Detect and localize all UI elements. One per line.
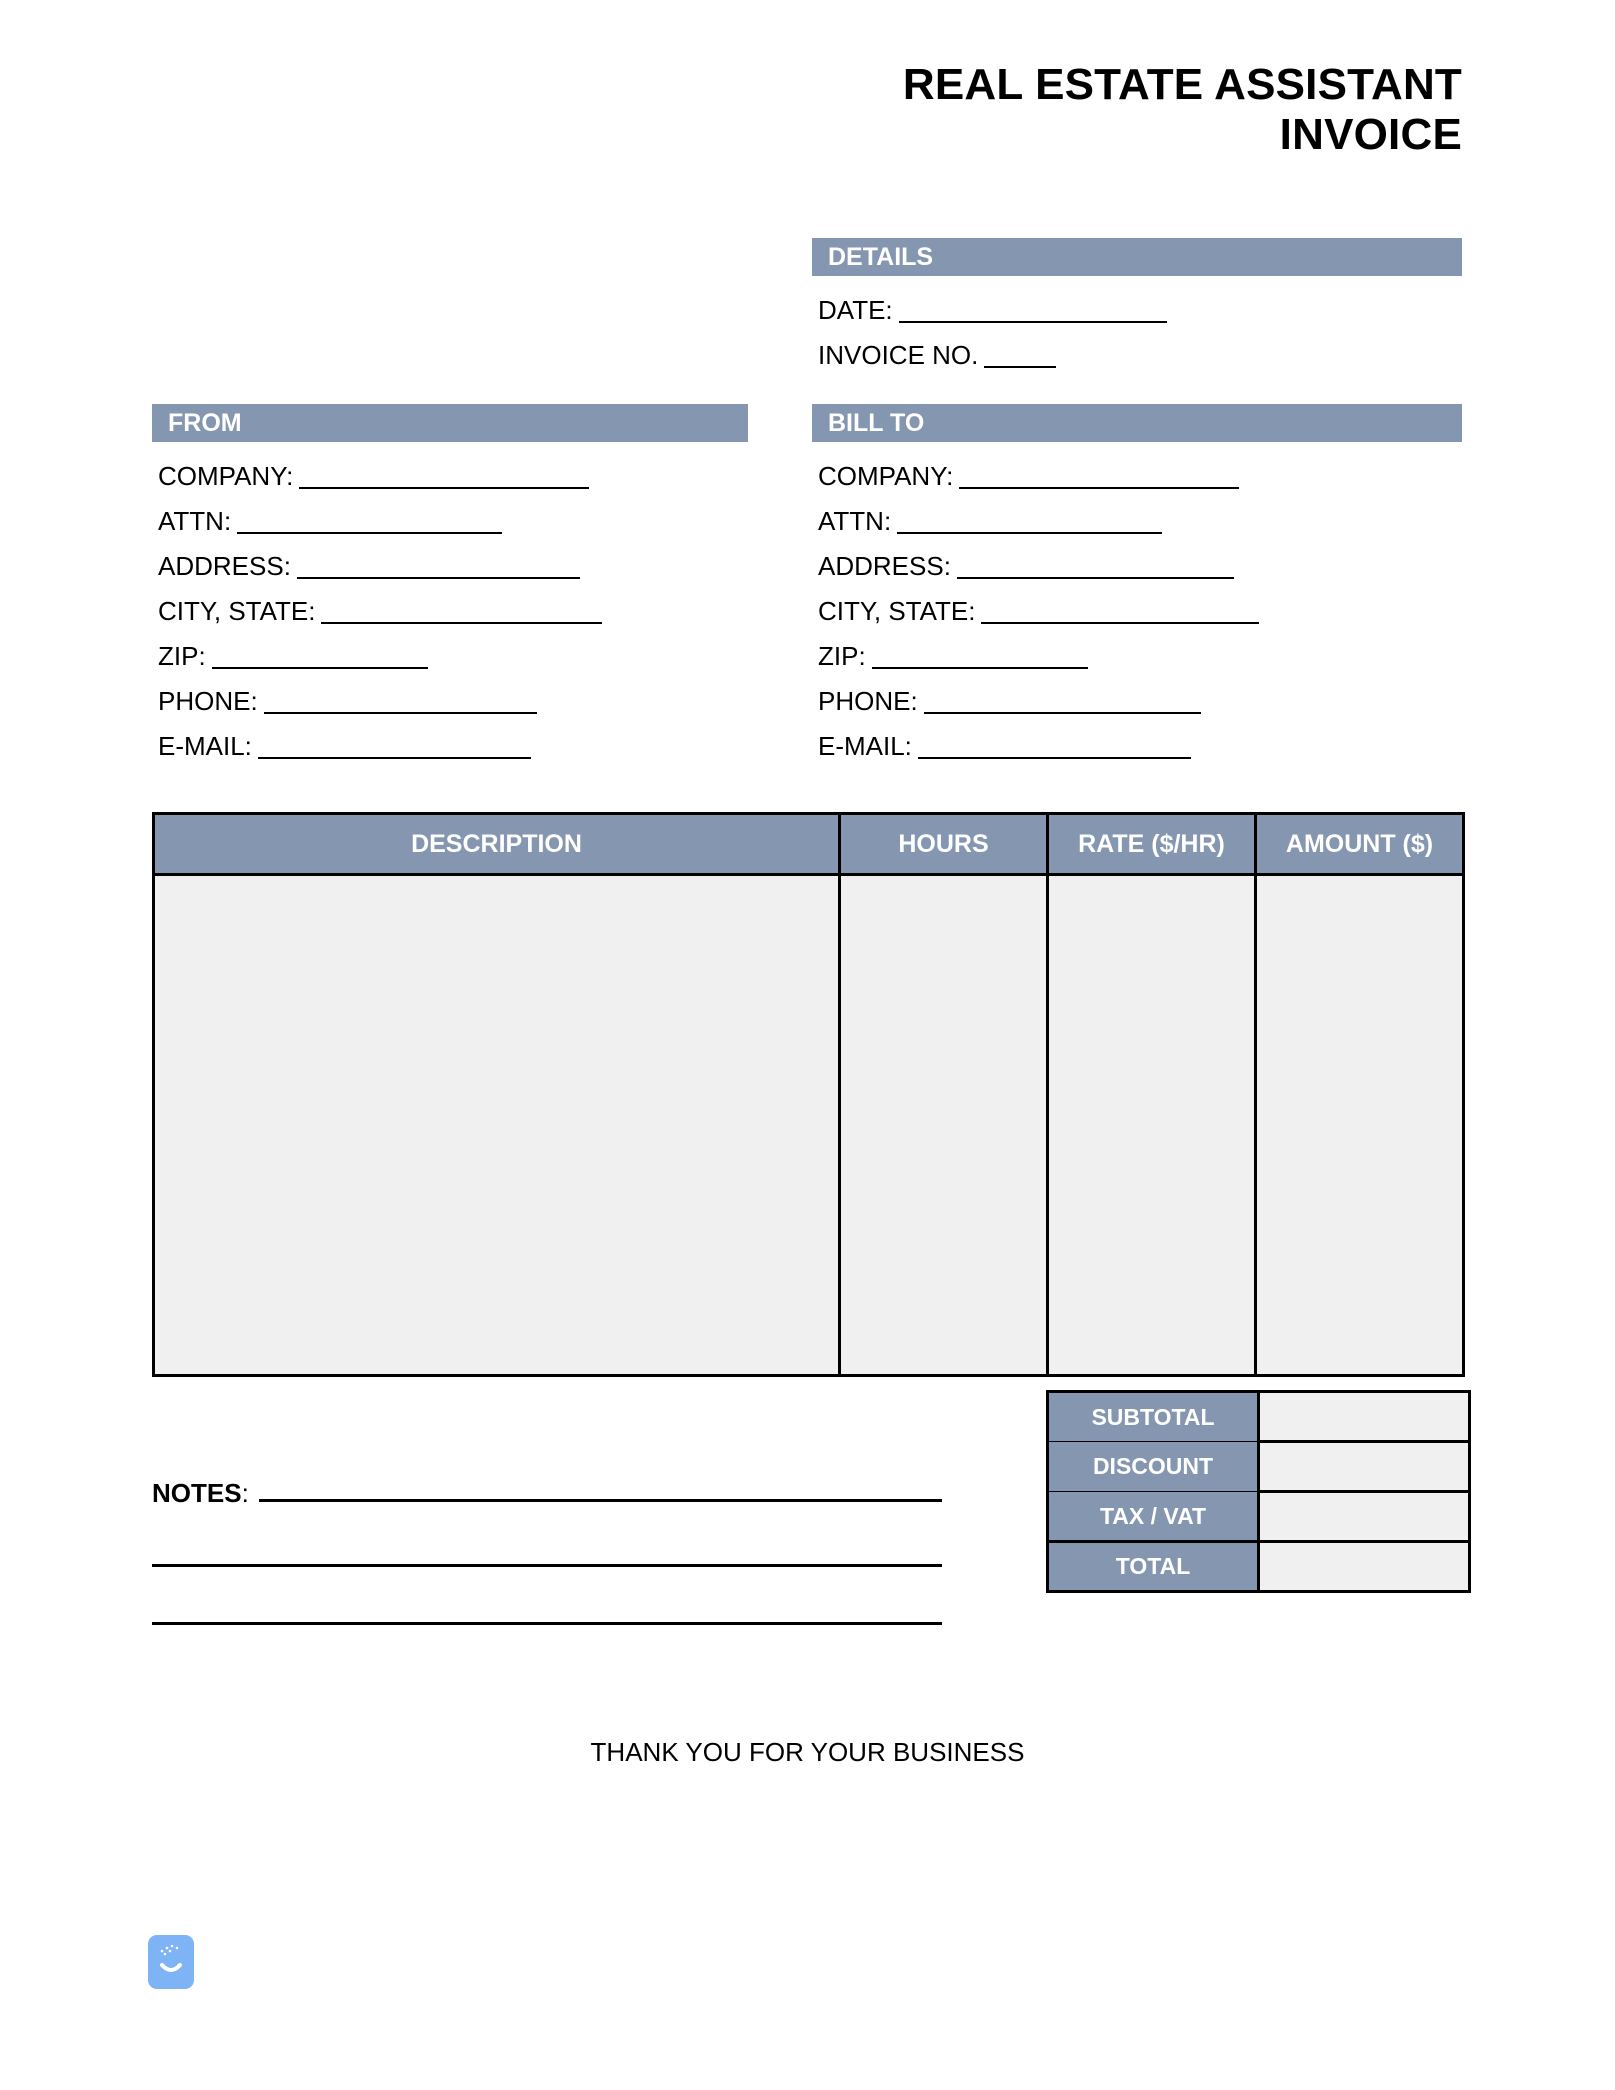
from-field-company xyxy=(158,454,602,499)
bill-to-field-email-label: E-MAIL: xyxy=(818,731,912,761)
bill-to-field-zip xyxy=(818,634,1259,679)
line-items-header-row xyxy=(154,814,1464,875)
bill-to-field-phone-label: PHONE: xyxy=(818,686,918,716)
notes-first-line xyxy=(152,1478,942,1509)
smiley-bag-logo-icon xyxy=(148,1935,194,1989)
line-items-table xyxy=(152,812,1465,1377)
bill-to-field-address-input[interactable] xyxy=(957,557,1234,579)
bill-to-field-address xyxy=(818,544,1259,589)
totals-table xyxy=(1046,1390,1471,1593)
from-field-email xyxy=(158,724,602,769)
bill-to-fields xyxy=(818,454,1259,769)
from-field-attn-input[interactable] xyxy=(237,512,502,534)
totals-label-total: TOTAL xyxy=(1048,1542,1259,1592)
totals-row-subtotal xyxy=(1048,1392,1470,1442)
field-invoice-no-input[interactable] xyxy=(984,346,1056,368)
totals-value-tax-vat[interactable] xyxy=(1259,1492,1470,1542)
rate-entry-cell[interactable] xyxy=(1048,875,1256,1376)
hours-entry-cell[interactable] xyxy=(840,875,1048,1376)
bill-to-field-phone xyxy=(818,679,1259,724)
from-field-phone-input[interactable] xyxy=(264,692,537,714)
details-heading: DETAILS xyxy=(828,243,934,271)
totals-row-total xyxy=(1048,1542,1470,1592)
title-line-1: REAL ESTATE ASSISTANT xyxy=(902,60,1462,109)
column-header-description: DESCRIPTION xyxy=(154,814,840,875)
bill-to-field-company xyxy=(818,454,1259,499)
from-field-zip-label: ZIP: xyxy=(158,641,206,671)
from-field-city-state-label: CITY, STATE: xyxy=(158,596,316,626)
totals-row-discount xyxy=(1048,1442,1470,1492)
bill-to-field-city-state xyxy=(818,589,1259,634)
field-date xyxy=(818,288,1167,333)
bill-to-field-email xyxy=(818,724,1259,769)
from-field-city-state xyxy=(158,589,602,634)
bill-to-field-city-state-input[interactable] xyxy=(981,602,1259,624)
totals-label-discount: DISCOUNT xyxy=(1048,1442,1259,1492)
from-header-bar xyxy=(152,404,748,442)
from-field-phone xyxy=(158,679,602,724)
from-fields xyxy=(158,454,602,769)
column-header-amount: AMOUNT ($) xyxy=(1256,814,1464,875)
notes-input-line-1[interactable] xyxy=(259,1479,942,1502)
notes-input-line-3[interactable] xyxy=(152,1567,942,1625)
notes-section xyxy=(152,1478,942,1625)
field-date-label: DATE: xyxy=(818,295,893,325)
notes-colon: : xyxy=(241,1478,249,1508)
from-field-address xyxy=(158,544,602,589)
bill-to-field-company-input[interactable] xyxy=(959,467,1239,489)
from-field-company-input[interactable] xyxy=(299,467,589,489)
amount-entry-cell[interactable] xyxy=(1256,875,1464,1376)
bill-to-field-company-label: COMPANY: xyxy=(818,461,954,491)
from-heading: FROM xyxy=(168,409,242,437)
bill-to-field-attn-label: ATTN: xyxy=(818,506,892,536)
totals-value-total[interactable] xyxy=(1259,1542,1470,1592)
from-field-attn xyxy=(158,499,602,544)
from-field-phone-label: PHONE: xyxy=(158,686,258,716)
column-header-hours: HOURS xyxy=(840,814,1048,875)
totals-row-tax-vat xyxy=(1048,1492,1470,1542)
field-invoice-no xyxy=(818,333,1167,378)
bill-to-heading: BILL TO xyxy=(828,409,925,437)
notes-label: NOTES xyxy=(152,1478,242,1508)
from-field-address-input[interactable] xyxy=(297,557,580,579)
bill-to-field-city-state-label: CITY, STATE: xyxy=(818,596,976,626)
description-entry-cell[interactable] xyxy=(154,875,840,1376)
from-field-attn-label: ATTN: xyxy=(158,506,232,536)
from-field-address-label: ADDRESS: xyxy=(158,551,291,581)
from-field-email-input[interactable] xyxy=(258,737,531,759)
from-field-company-label: COMPANY: xyxy=(158,461,294,491)
bill-to-header-bar xyxy=(812,404,1462,442)
bill-to-field-attn xyxy=(818,499,1259,544)
bill-to-field-address-label: ADDRESS: xyxy=(818,551,951,581)
field-date-input[interactable] xyxy=(899,301,1167,323)
page-title xyxy=(620,60,1462,159)
column-header-rate: RATE ($/HR) xyxy=(1048,814,1256,875)
totals-value-subtotal[interactable] xyxy=(1259,1392,1470,1442)
notes-input-line-2[interactable] xyxy=(152,1509,942,1567)
from-field-city-state-input[interactable] xyxy=(321,602,602,624)
bill-to-field-email-input[interactable] xyxy=(918,737,1191,759)
bill-to-field-zip-label: ZIP: xyxy=(818,641,866,671)
line-items-entry-area xyxy=(154,875,1464,1376)
bill-to-field-attn-input[interactable] xyxy=(897,512,1162,534)
bill-to-field-phone-input[interactable] xyxy=(924,692,1201,714)
totals-label-tax-vat: TAX / VAT xyxy=(1048,1492,1259,1542)
title-line-2: INVOICE xyxy=(1279,109,1462,159)
from-field-zip-input[interactable] xyxy=(212,647,428,669)
footer-message: THANK YOU FOR YOUR BUSINESS xyxy=(590,1737,1025,1767)
details-fields xyxy=(818,288,1167,378)
field-invoice-no-label: INVOICE NO. xyxy=(818,340,979,370)
bill-to-field-zip-input[interactable] xyxy=(872,647,1088,669)
totals-value-discount[interactable] xyxy=(1259,1442,1470,1492)
totals-label-subtotal: SUBTOTAL xyxy=(1048,1392,1259,1442)
from-field-email-label: E-MAIL: xyxy=(158,731,252,761)
from-field-zip xyxy=(158,634,602,679)
details-header-bar xyxy=(812,238,1462,276)
